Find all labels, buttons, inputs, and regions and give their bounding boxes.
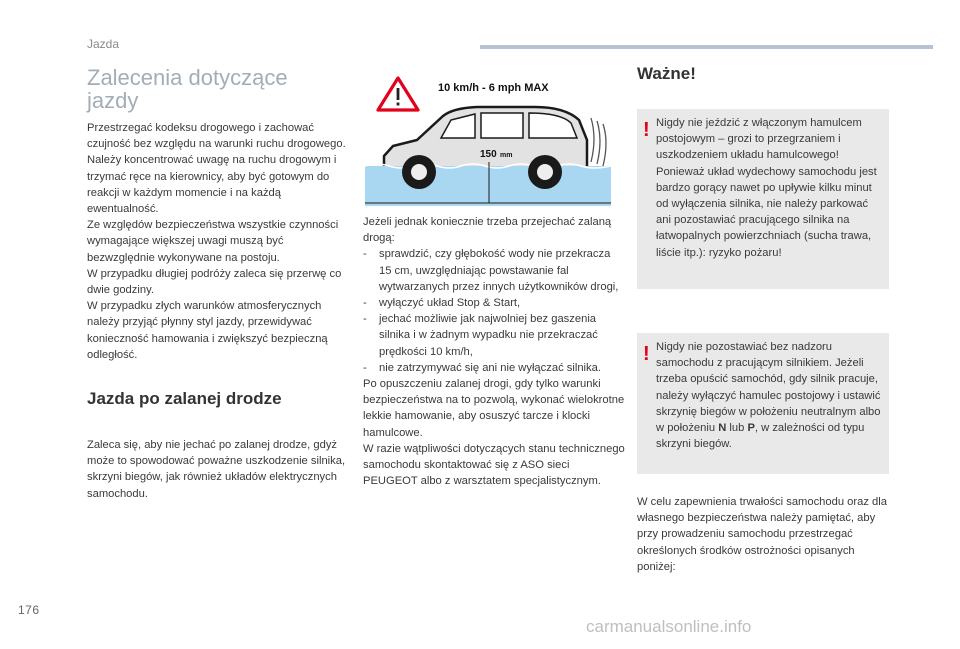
header-rule	[480, 45, 933, 49]
flooded-road-illustration	[365, 76, 611, 206]
paragraph: Należy koncentrować uwagę na ruchu drogowym i trzymać ręce na kierownicy, aby być gotowym do reakcji w każdym momencie i na każdą ewentualność.	[87, 154, 337, 216]
exclamation-icon: !	[643, 119, 650, 141]
important-heading: Ważne!	[637, 64, 696, 83]
depth-value: 150	[480, 149, 497, 160]
warning-triangle-icon	[378, 78, 418, 110]
paragraph: W przypadku długiej podróży zaleca się przerwę co dwie godziny.	[87, 267, 342, 297]
driving-advice-text	[87, 120, 347, 363]
flooded-road-heading: Jazda po zalanej drodze	[87, 389, 282, 408]
watermark: carmanualsonline.info	[586, 617, 752, 636]
list-item: - sprawdzić, czy głębokość wody nie przekracza 15 cm, uwzględniając powstawanie fal wytwarzanych przez innych użytkowników drogi,	[363, 248, 619, 293]
section-label: Jazda	[87, 37, 120, 51]
paragraph: W celu zapewnienia trwałości samochodu oraz dla własnego bezpieczeństwa należy pamiętać, aby przy prowadzeniu samochodu przestrzegać określonych środków ostrożności opisanych poniżej:	[637, 496, 887, 573]
warning-box	[637, 333, 889, 474]
flooded-road-instructions	[363, 214, 625, 489]
closing-text	[637, 494, 889, 575]
exclamation-icon: !	[643, 343, 650, 365]
warning-text: Nigdy nie jeździć z włączonym hamulcem postojowym – grozi to przegrzaniem i uszkodzeniem układu hamulcowego! Ponieważ układ wydechowy samochodu jest bardzo gorący nawet po upływie kilku minut od wyłączenia silnika, nie należy parkować ani pozostawiać pracującego silnika na łatwopalnych powierzchniach (sucha trawa, liście itp.): ryzyko pożaru!	[656, 117, 877, 259]
water-area	[365, 166, 611, 206]
speed-limit-label: 10 km/h - 6 mph MAX	[438, 82, 549, 94]
page-title: Zalecenia dotyczące jazdy	[87, 65, 288, 113]
flooded-road-text	[87, 437, 347, 502]
list-item: - wyłączyć układ Stop & Start,	[363, 297, 521, 310]
paragraph: Przestrzegać kodeksu drogowego i zachować czujność bez względu na warunki ruchu drogowego.	[87, 122, 346, 151]
paragraph: Zaleca się, aby nie jechać po zalanej drodze, gdyż może to spowodować poważne uszkodzenie silnika, skrzyni biegów, jak również układów elektrycznych samochodu.	[87, 439, 346, 500]
list-item: - nie zatrzymywać się ani nie wyłączać silnika.	[363, 361, 601, 374]
list-item: - jechać możliwie jak najwolniej bez gaszenia silnika i w żadnym wypadku nie przekraczać prędkości 10 km/h,	[363, 313, 598, 358]
car-in-water-svg	[365, 76, 611, 206]
warning-box	[637, 109, 889, 289]
paragraph: Jeżeli jednak koniecznie trzeba przejechać zalaną drogą:	[363, 216, 612, 245]
paragraph: W razie wątpliwości dotyczących stanu technicznego samochodu skontaktować się z ASO sieci PEUGEOT albo z warsztatem specjalistycznym.	[363, 442, 625, 488]
warning-text: Nigdy nie pozostawiać bez nadzoru samochodu z pracującym silnikiem. Jeżeli trzeba opuścić samochód, gdy silnik pracuje, należy wyłączyć hamulec postojowy i ustawić skrzynię biegów w położeniu neutralnym albo w położeniu N lub P, w zależności od typu skrzyni biegów.	[656, 341, 881, 451]
depth-unit: mm	[500, 152, 513, 159]
paragraph: Ze względów bezpieczeństwa wszystkie czynności wymagające większej uwagi muszą być bezwzględnie wykonywane na postoju.	[87, 219, 339, 264]
paragraph: Po opuszczeniu zalanej drogi, gdy tylko warunki bezpieczeństwa na to pozwolą, wykonać wielokrotne lekkie hamowanie, aby osuszyć tarcze i klocki hamulcowe.	[363, 378, 625, 439]
page-number: 176	[18, 603, 40, 617]
paragraph: W przypadku złych warunków atmosferycznych należy przyjąć płynny styl jazdy, przewidywać konieczność hamowania i zwiększyć bezpieczną odległość.	[87, 300, 328, 361]
